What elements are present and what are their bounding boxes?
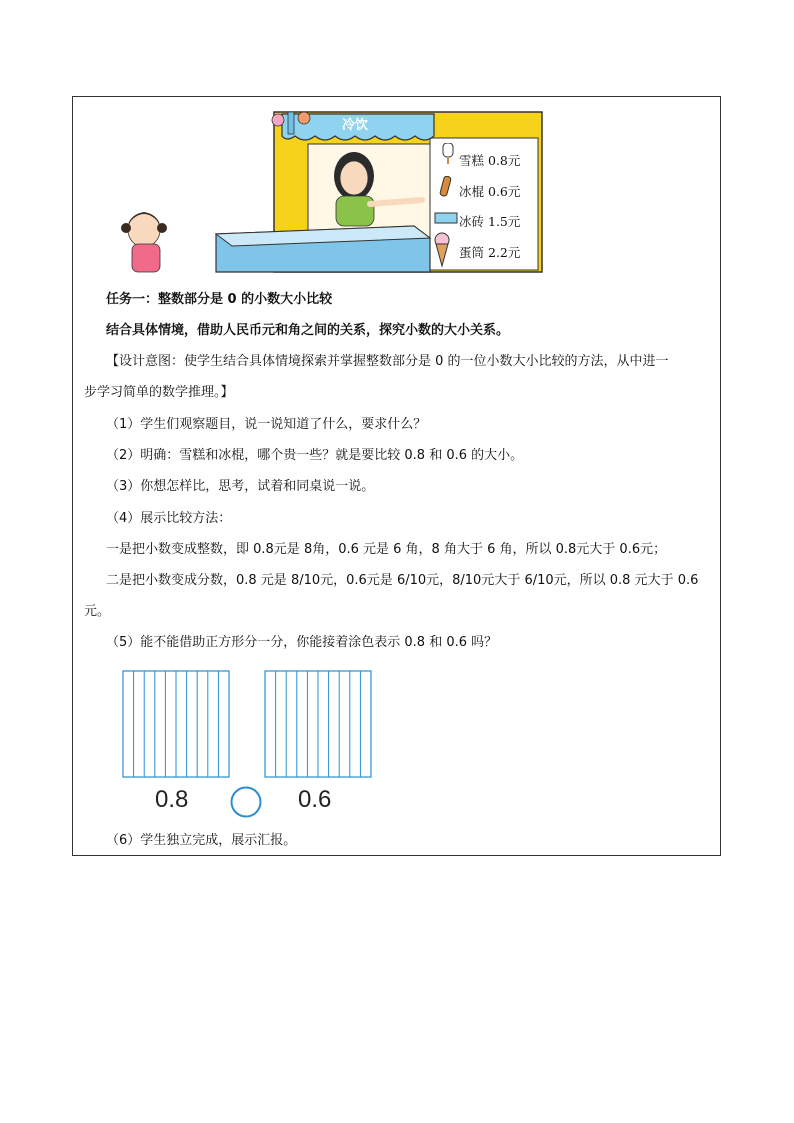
step-2: （2）明确：雪糕和冰棍，哪个贵一些？就是要比较 0.8 和 0.6 的大小。 <box>106 448 524 463</box>
comparison-circle[interactable] <box>229 785 263 819</box>
price-item-value: 1.5元 <box>488 214 521 229</box>
task-intro: 结合具体情境，借助人民币元和角之间的关系，探究小数的大小关系。 <box>106 323 510 338</box>
design-intent-line2: 步学习简单的数学推理。】 <box>84 385 234 400</box>
right-grid-label: 0.6 <box>298 786 332 813</box>
step-1: （1）学生们观察题目，说一说知道了什么，要求什么？ <box>106 417 427 432</box>
method-2-line1: 二是把小数变成分数，0.8 元是 8/10元，0.6元是 6/10元，8/10元大于 6/10元，所以 0.8 元大于 0.6 <box>106 573 699 588</box>
step-6: （6）学生独立完成，展示汇报。 <box>106 833 297 848</box>
price-item-name: 蛋筒 <box>459 245 485 260</box>
price-item-name: 冰砖 <box>459 214 485 229</box>
step-3: （3）你想怎样比，思考，试着和同桌说一说。 <box>106 479 375 494</box>
step-5: （5）能不能借助正方形分一分，你能接着涂色表示 0.8 和 0.6 吗？ <box>106 635 498 650</box>
price-item-value: 0.8元 <box>488 153 521 168</box>
cone-icon <box>434 232 450 268</box>
price-item-value: 0.6元 <box>488 184 521 199</box>
price-item-0 <box>459 151 520 169</box>
step-4: （4）展示比较方法： <box>106 511 232 526</box>
method-1: 一是把小数变成整数，即 0.8元是 8角，0.6 元是 6 角，8 角大于 6 角，所以 0.8元大于 0.6元； <box>106 542 667 557</box>
ice-brick-icon <box>434 211 458 225</box>
tenths-grid-left[interactable] <box>122 670 230 778</box>
ice-stick-icon <box>438 176 452 204</box>
left-grid-label: 0.8 <box>155 786 189 813</box>
price-item-name: 雪糕 <box>459 153 485 168</box>
design-intent-line1: 【设计意图：使学生结合具体情境探索并掌握整数部分是 0 的一位小数大小比较的方法，从中进一 <box>106 354 669 369</box>
stand-sign: 冷饮 <box>342 118 369 133</box>
task-title: 任务一：整数部分是 0 的小数大小比较 <box>106 292 333 307</box>
popsicle-icon <box>441 143 455 165</box>
price-item-value: 2.2元 <box>488 245 521 260</box>
price-item-1 <box>459 182 520 200</box>
price-item-name: 冰棍 <box>459 184 485 199</box>
tenths-grid-right[interactable] <box>264 670 372 778</box>
price-item-2 <box>459 212 520 230</box>
price-item-3 <box>459 243 520 261</box>
method-2-line2: 元。 <box>84 604 111 619</box>
